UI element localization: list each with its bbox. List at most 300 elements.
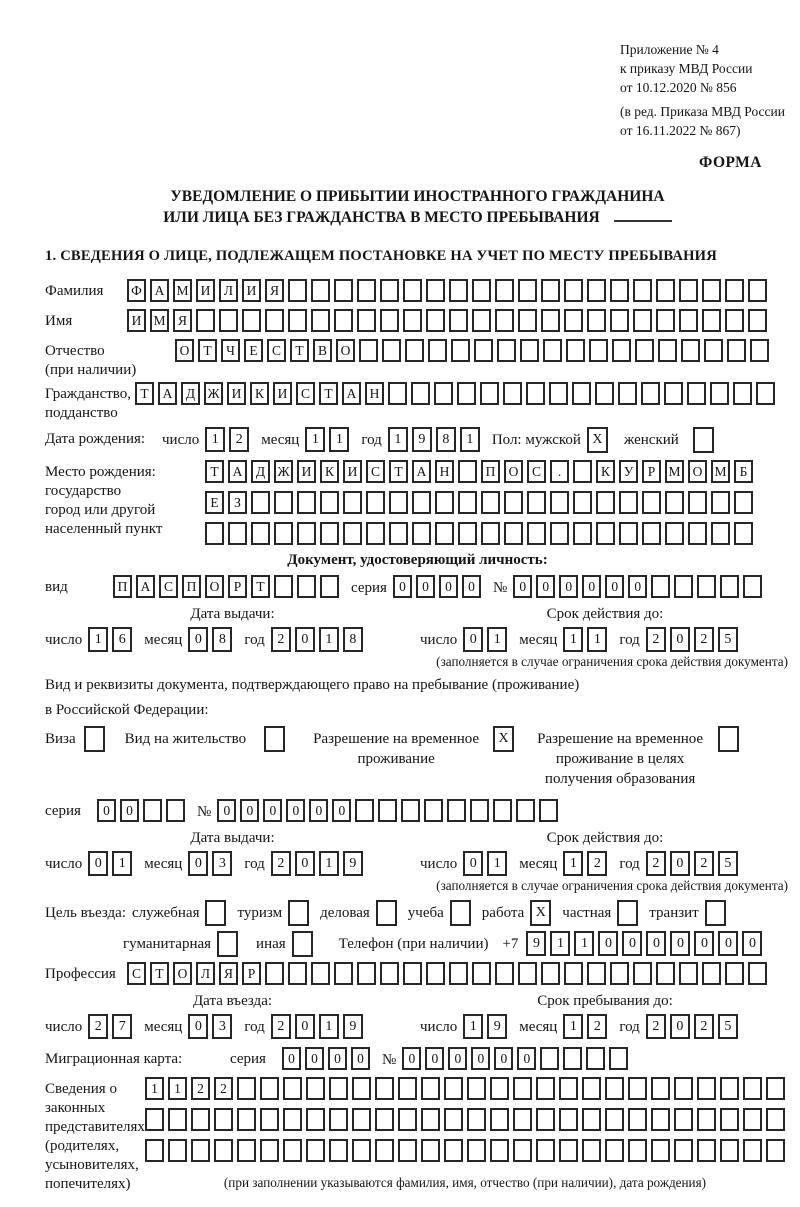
char-box	[434, 382, 453, 405]
char-box	[376, 900, 397, 926]
char-box	[596, 491, 615, 514]
char-box	[426, 279, 445, 302]
char-box	[516, 799, 535, 822]
char-box	[214, 1108, 233, 1131]
char-box: Н	[365, 382, 384, 405]
char-box	[628, 1139, 647, 1162]
char-box: П	[182, 575, 201, 598]
edu-residence-label-line-3: получения образования	[544, 771, 696, 787]
char-box	[587, 962, 606, 985]
representatives-boxes-row-2	[145, 1108, 785, 1131]
char-box: М	[173, 279, 192, 302]
char-box: К	[596, 460, 615, 483]
char-box: 1	[145, 1077, 164, 1100]
char-box	[297, 491, 316, 514]
char-box	[260, 1077, 279, 1100]
representatives-label-line-2: законных	[45, 1100, 106, 1116]
char-box	[541, 279, 560, 302]
representatives-row	[45, 1077, 790, 1197]
patronymic-label	[45, 339, 175, 380]
char-box	[467, 1108, 486, 1131]
char-box	[658, 339, 677, 362]
char-box: М	[150, 309, 169, 332]
identity-doc-dates	[45, 605, 790, 652]
doc-expiry-month-label: месяц	[519, 632, 558, 648]
char-box	[656, 309, 675, 332]
residence-issue-col	[45, 829, 420, 876]
char-box	[490, 1139, 509, 1162]
char-box: 9	[526, 931, 546, 956]
char-box: 0	[88, 851, 108, 876]
char-box: 8	[436, 427, 456, 452]
char-box	[260, 1108, 279, 1131]
char-box	[633, 309, 652, 332]
char-box	[610, 279, 629, 302]
char-box: 5	[718, 1014, 738, 1039]
char-box	[750, 339, 769, 362]
residence-expiry-col	[420, 829, 790, 876]
char-box	[564, 279, 583, 302]
char-box	[705, 900, 726, 926]
char-box	[398, 1139, 417, 1162]
doc-series-label: серия	[351, 580, 387, 596]
surname-row	[45, 279, 790, 302]
char-box	[518, 962, 537, 985]
char-box: 0	[670, 931, 690, 956]
residence-expiry-day-label: число	[420, 856, 458, 872]
char-box: 0	[217, 799, 236, 822]
char-box	[288, 900, 309, 926]
char-box: 7	[112, 1014, 132, 1039]
char-box: И	[196, 279, 215, 302]
char-box	[228, 522, 247, 545]
char-box	[481, 522, 500, 545]
char-box	[725, 962, 744, 985]
char-box: Т	[389, 460, 408, 483]
char-box	[513, 1139, 532, 1162]
char-box	[288, 962, 307, 985]
char-box	[359, 339, 378, 362]
char-box: 0	[605, 575, 624, 598]
char-box: .	[550, 460, 569, 483]
char-box: 9	[343, 1014, 363, 1039]
char-box: А	[228, 460, 247, 483]
char-box	[168, 1108, 187, 1131]
char-box: 0	[513, 575, 532, 598]
char-box	[490, 1108, 509, 1131]
char-box: 0	[393, 575, 412, 598]
char-box	[633, 279, 652, 302]
char-box	[283, 1139, 302, 1162]
char-box: 6	[112, 627, 132, 652]
char-box: З	[228, 491, 247, 514]
char-box: 2	[587, 1014, 607, 1039]
char-box: 0	[295, 627, 315, 652]
visa-label: Виза	[45, 731, 76, 747]
char-box	[573, 460, 592, 483]
edu-residence-checkbox	[718, 726, 739, 752]
profession-boxes	[127, 962, 767, 985]
purpose-humanitarian-checkbox	[217, 931, 238, 957]
residence-issue-year-label: год	[244, 856, 265, 872]
char-box: 0	[188, 851, 208, 876]
residence-permit-checkbox	[264, 726, 285, 752]
char-box: 1	[168, 1077, 187, 1100]
char-box: 0	[598, 931, 618, 956]
char-box: Е	[205, 491, 224, 514]
purpose-official-checkbox	[205, 900, 226, 926]
char-box	[380, 279, 399, 302]
doc-expiry-day-label: число	[420, 632, 458, 648]
char-box	[610, 962, 629, 985]
char-box	[352, 1108, 371, 1131]
char-box: 0	[582, 575, 601, 598]
char-box	[403, 962, 422, 985]
char-box: В	[313, 339, 332, 362]
char-box: X	[493, 726, 514, 752]
char-box	[743, 575, 762, 598]
char-box	[288, 279, 307, 302]
char-box	[490, 1077, 509, 1100]
char-box	[656, 962, 675, 985]
char-box: 5	[718, 851, 738, 876]
char-box: 0	[670, 627, 690, 652]
patronymic-label-line-2: (при наличии)	[45, 362, 137, 378]
birth-day-boxes	[205, 427, 249, 452]
representatives-label-line-4: (родителях,	[45, 1138, 120, 1154]
char-box	[378, 799, 397, 822]
char-box	[251, 491, 270, 514]
char-box	[651, 1077, 670, 1100]
char-box	[306, 1077, 325, 1100]
char-box	[748, 962, 767, 985]
char-box	[679, 309, 698, 332]
char-box	[219, 309, 238, 332]
char-box: И	[227, 382, 246, 405]
residence-permit-label: Вид на жительство	[124, 731, 247, 747]
doc-issue-col	[45, 605, 420, 652]
char-box	[334, 962, 353, 985]
char-box	[727, 339, 746, 362]
char-box: 8	[212, 627, 232, 652]
char-box	[472, 309, 491, 332]
char-box	[428, 339, 447, 362]
char-box	[467, 1077, 486, 1100]
char-box: Т	[135, 382, 154, 405]
char-box: Л	[196, 962, 215, 985]
char-box	[375, 1108, 394, 1131]
char-box	[352, 1077, 371, 1100]
representatives-label-line-3: представителях	[45, 1119, 145, 1135]
char-box: 0	[494, 1047, 513, 1070]
citizenship-row	[45, 382, 790, 423]
citizenship-label-line-2: подданство	[45, 405, 118, 421]
char-box: П	[113, 575, 132, 598]
migration-card-row	[45, 1047, 790, 1070]
char-box: Р	[242, 962, 261, 985]
char-box	[380, 309, 399, 332]
birth-month-boxes	[305, 427, 349, 452]
char-box: 2	[694, 851, 714, 876]
char-box	[520, 339, 539, 362]
char-box	[444, 1077, 463, 1100]
doc-issue-heading: Дата выдачи:	[190, 606, 275, 622]
char-box: Т	[290, 339, 309, 362]
purpose-official-label: служебная	[131, 905, 200, 921]
char-box: 1	[112, 851, 132, 876]
residence-issue-year-boxes	[271, 851, 363, 876]
entry-month-label: месяц	[144, 1019, 183, 1035]
char-box	[743, 1139, 762, 1162]
char-box: 0	[536, 575, 555, 598]
char-box: О	[504, 460, 523, 483]
residence-doc-series-row	[45, 799, 790, 822]
char-box: Д	[251, 460, 270, 483]
char-box: Т	[198, 339, 217, 362]
char-box	[472, 962, 491, 985]
char-box	[283, 1108, 302, 1131]
char-box: Ф	[127, 279, 146, 302]
char-box	[366, 522, 385, 545]
char-box	[320, 522, 339, 545]
char-box	[251, 522, 270, 545]
char-box	[609, 1047, 628, 1070]
char-box: 0	[471, 1047, 490, 1070]
char-box	[237, 1077, 256, 1100]
char-box: 0	[351, 1047, 370, 1070]
char-box	[573, 491, 592, 514]
revision-line-2: от 16.11.2022 № 867)	[620, 123, 741, 138]
char-box: Т	[251, 575, 270, 598]
char-box: 2	[646, 1014, 666, 1039]
char-box	[710, 382, 729, 405]
entry-year-boxes	[271, 1014, 363, 1039]
birth-place-label-line-2: государство	[45, 483, 122, 499]
char-box	[693, 427, 714, 453]
char-box	[145, 1108, 164, 1131]
char-box: А	[158, 382, 177, 405]
char-box: X	[530, 900, 551, 926]
birth-year-label: год	[361, 432, 382, 448]
entry-date-col	[45, 992, 420, 1039]
char-box: 2	[271, 851, 291, 876]
char-box	[587, 309, 606, 332]
char-box	[191, 1108, 210, 1131]
char-box	[403, 279, 422, 302]
char-box: 9	[412, 427, 432, 452]
birth-place-boxes	[205, 460, 753, 545]
char-box: 0	[670, 1014, 690, 1039]
char-box	[756, 382, 775, 405]
phone-prefix: +7	[502, 936, 519, 952]
char-box: Ж	[274, 460, 293, 483]
char-box	[447, 799, 466, 822]
edu-residence-label-line-1: Разрешение на временное	[537, 731, 704, 747]
migration-number-label: №	[382, 1052, 397, 1068]
char-box	[329, 1139, 348, 1162]
char-box	[704, 339, 723, 362]
entry-month-boxes	[188, 1014, 232, 1039]
char-box: У	[619, 460, 638, 483]
surname-label: Фамилия	[45, 283, 104, 299]
char-box: 0	[402, 1047, 421, 1070]
char-box	[518, 279, 537, 302]
char-box: 9	[343, 851, 363, 876]
char-box: 1	[205, 427, 225, 452]
purpose-study-checkbox	[450, 900, 471, 926]
char-box	[720, 1108, 739, 1131]
purpose-private-label: частная	[562, 905, 612, 921]
char-box: 2	[646, 627, 666, 652]
representatives-boxes-row-3	[145, 1139, 785, 1162]
char-box: И	[343, 460, 362, 483]
char-box: 0	[646, 931, 666, 956]
stay-until-line	[420, 1014, 790, 1039]
char-box: 2	[88, 1014, 108, 1039]
char-box: Б	[734, 460, 753, 483]
form-title-line-1: УВЕДОМЛЕНИЕ О ПРИБЫТИИ ИНОСТРАННОГО ГРАЖДАНИНА	[170, 188, 665, 205]
char-box: 0	[742, 931, 762, 956]
char-box	[734, 491, 753, 514]
migration-card-label: Миграционная карта:	[45, 1051, 183, 1067]
name-row	[45, 309, 790, 332]
char-box	[449, 309, 468, 332]
char-box: 0	[97, 799, 116, 822]
char-box	[702, 309, 721, 332]
residence-doc-dates	[45, 829, 790, 876]
char-box	[564, 962, 583, 985]
char-box	[168, 1139, 187, 1162]
char-box: Я	[265, 279, 284, 302]
char-box: К	[250, 382, 269, 405]
char-box	[720, 575, 739, 598]
char-box	[504, 491, 523, 514]
char-box: 0	[559, 575, 578, 598]
char-box: 0	[305, 1047, 324, 1070]
residence-doc-intro-1: Вид и реквизиты документа, подтверждающего право на пребывание (проживание)	[45, 677, 580, 693]
profession-label: Профессия	[45, 966, 116, 982]
birth-place-label-line-3: город или другой	[45, 502, 156, 518]
char-box	[242, 309, 261, 332]
doc-series-boxes	[393, 575, 481, 598]
char-box	[205, 522, 224, 545]
char-box	[311, 962, 330, 985]
char-box	[720, 1077, 739, 1100]
doc-type-boxes	[113, 575, 339, 598]
residence-series-boxes	[97, 799, 185, 822]
char-box	[540, 1047, 559, 1070]
entry-day-boxes	[88, 1014, 132, 1039]
temp-residence-label	[307, 726, 485, 769]
purpose-business-checkbox	[376, 900, 397, 926]
residence-number-boxes	[217, 799, 558, 822]
char-box	[421, 1077, 440, 1100]
char-box: 0	[718, 931, 738, 956]
char-box	[458, 460, 477, 483]
char-box: Ж	[204, 382, 223, 405]
char-box	[398, 1108, 417, 1131]
doc-issue-month-label: месяц	[144, 632, 183, 648]
char-box	[541, 309, 560, 332]
char-box	[610, 309, 629, 332]
stay-month-label: месяц	[519, 1019, 558, 1035]
residence-expiry-month-boxes	[563, 851, 607, 876]
char-box	[526, 382, 545, 405]
blank-underline	[614, 208, 672, 222]
char-box: 0	[463, 851, 483, 876]
birth-day-label: число	[162, 432, 200, 448]
name-label: Имя	[45, 313, 73, 329]
char-box	[564, 309, 583, 332]
char-box	[495, 962, 514, 985]
doc-issue-month-boxes	[188, 627, 232, 652]
char-box	[389, 491, 408, 514]
char-box	[559, 1139, 578, 1162]
char-box: 0	[439, 575, 458, 598]
char-box: Я	[219, 962, 238, 985]
surname-boxes	[127, 279, 767, 302]
char-box: О	[205, 575, 224, 598]
char-box	[493, 799, 512, 822]
appendix-reference	[620, 40, 790, 140]
doc-expiry-month-boxes	[563, 627, 607, 652]
char-box	[265, 309, 284, 332]
char-box	[497, 339, 516, 362]
char-box	[743, 1108, 762, 1131]
char-box	[474, 339, 493, 362]
char-box: X	[587, 427, 608, 453]
birth-place-boxes-row-1	[205, 460, 753, 483]
char-box	[306, 1108, 325, 1131]
char-box: Л	[219, 279, 238, 302]
char-box	[665, 522, 684, 545]
char-box	[260, 1139, 279, 1162]
char-box	[697, 1077, 716, 1100]
residence-number-label: №	[197, 804, 212, 820]
migration-series-boxes	[282, 1047, 370, 1070]
char-box	[366, 491, 385, 514]
char-box	[674, 575, 693, 598]
char-box	[559, 1077, 578, 1100]
purpose-humanitarian-label: гуманитарная	[123, 936, 212, 952]
char-box	[725, 279, 744, 302]
char-box	[166, 799, 185, 822]
purpose-work-label: работа	[481, 905, 525, 921]
entry-dates	[45, 992, 790, 1039]
sex-male-label: Пол: мужской	[491, 432, 581, 448]
char-box	[421, 1108, 440, 1131]
char-box	[214, 1139, 233, 1162]
purpose-row-1	[45, 900, 790, 926]
char-box	[674, 1108, 693, 1131]
char-box	[550, 522, 569, 545]
revision-line-1: (в ред. Приказа МВД России	[620, 104, 785, 119]
char-box	[334, 279, 353, 302]
char-box	[766, 1108, 785, 1131]
residence-expiry-month-label: месяц	[519, 856, 558, 872]
char-box: 0	[462, 575, 481, 598]
char-box	[628, 1108, 647, 1131]
char-box: М	[711, 460, 730, 483]
stay-day-boxes	[463, 1014, 507, 1039]
purpose-study-label: учеба	[407, 905, 444, 921]
char-box	[674, 1077, 693, 1100]
char-box	[513, 1108, 532, 1131]
char-box	[725, 309, 744, 332]
char-box	[617, 900, 638, 926]
representatives-boxes	[145, 1077, 785, 1197]
char-box: 3	[212, 1014, 232, 1039]
